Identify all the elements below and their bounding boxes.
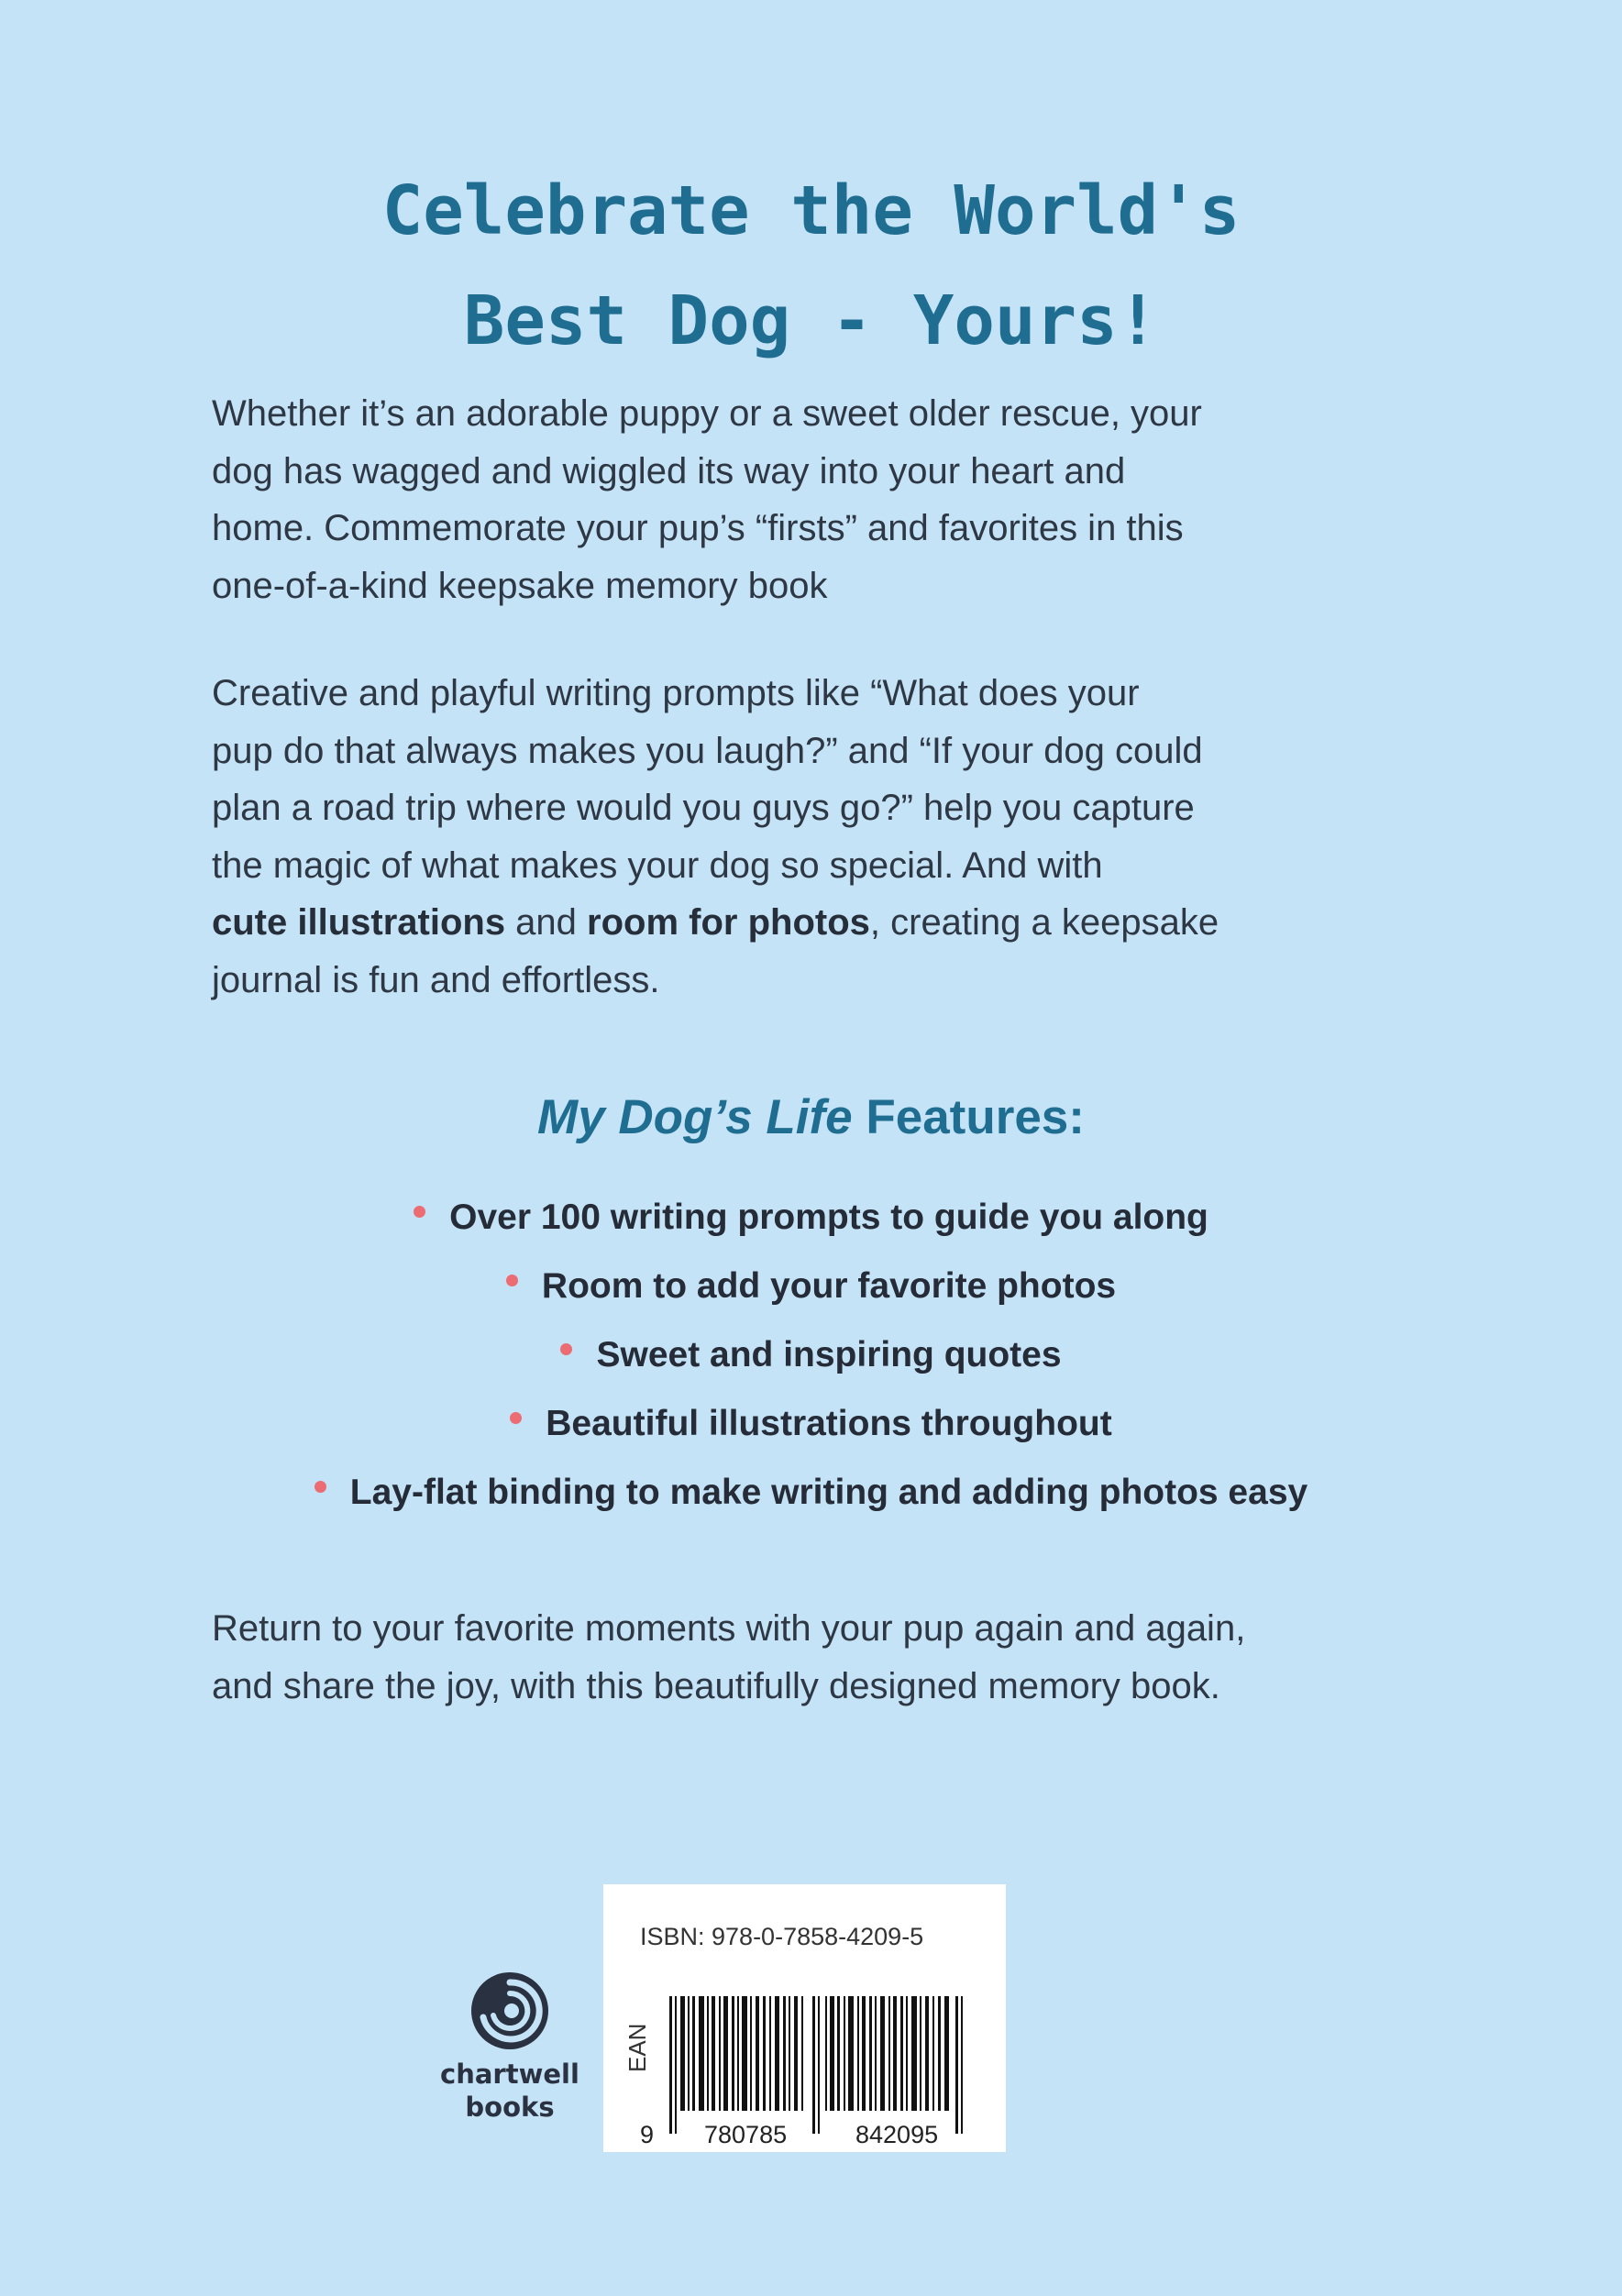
headline-line-1: Celebrate the World's (381, 171, 1241, 250)
isbn-text: ISBN: 978-0-7858-4209-5 (640, 1923, 924, 1950)
bullet-dot-icon (510, 1412, 522, 1424)
closing-paragraph (212, 1600, 1404, 1715)
list-item (0, 1389, 1622, 1458)
features-heading-rest: Features: (852, 1090, 1085, 1144)
prompts-line: plan a road trip where would you guys go?” help you capture (212, 788, 1195, 828)
headline-line-2: Best Dog - Yours! (463, 281, 1159, 360)
bullet-dot-icon (414, 1206, 425, 1218)
closing-line: and share the joy, with this beautifully designed memory book. (212, 1665, 1220, 1706)
barcode-digit-first: 9 (640, 2121, 655, 2148)
feature-text: Beautiful illustrations throughout (546, 1404, 1112, 1443)
prompts-and: and (505, 902, 588, 943)
prompts-line: journal is fun and effortless. (212, 959, 660, 1000)
list-item (0, 1458, 1622, 1527)
barcode-digit-group-2: 842095 (855, 2121, 939, 2148)
list-item (0, 1183, 1622, 1252)
book-title: My Dog’s Life (537, 1090, 853, 1144)
bullet-dot-icon (314, 1481, 326, 1493)
intro-paragraph (212, 385, 1404, 614)
intro-line: Whether it’s an adorable puppy or a sweet older rescue, your (212, 393, 1202, 434)
bullet-dot-icon (506, 1275, 518, 1286)
ean-label: EAN (623, 2023, 651, 2072)
features-list (0, 1183, 1622, 1527)
prompts-line: the magic of what makes your dog so special. And with (212, 844, 1103, 886)
publisher-logo (438, 1971, 581, 2124)
bullet-dot-icon (560, 1343, 572, 1355)
closing-line: Return to your favorite moments with your pup again and again, (212, 1608, 1246, 1649)
barcode-digit-group-1: 780785 (704, 2121, 788, 2148)
prompts-line: , creating a keepsake (869, 902, 1219, 943)
publisher-name-line-1: chartwell (440, 2059, 579, 2090)
prompts-line: Creative and playful writing prompts like “What does your (212, 673, 1140, 713)
barcode-panel (603, 1884, 1006, 2152)
bold-phrase-photos: room for photos (587, 902, 870, 943)
prompts-line: pup do that always makes you laugh?” and “If your dog could (212, 730, 1203, 771)
feature-text: Room to add your favorite photos (541, 1266, 1117, 1306)
intro-line: dog has wagged and wiggled its way into your heart and (212, 450, 1126, 491)
bold-phrase-illustrations: cute illustrations (212, 902, 506, 943)
prompts-paragraph (212, 665, 1404, 1009)
headline (0, 156, 1622, 376)
feature-text: Sweet and inspiring quotes (596, 1335, 1062, 1374)
list-item (0, 1252, 1622, 1320)
barcode-icon (668, 1996, 970, 2134)
feature-text: Over 100 writing prompts to guide you along (449, 1198, 1208, 1237)
intro-line: one-of-a-kind keepsake memory book (212, 565, 828, 606)
feature-text: Lay-flat binding to make writing and adding photos easy (349, 1473, 1308, 1512)
intro-line: home. Commemorate your pup’s “firsts” and favorites in this (212, 508, 1184, 548)
list-item (0, 1320, 1622, 1389)
swirl-logo-icon (470, 1971, 549, 2050)
features-heading (0, 1089, 1622, 1145)
publisher-name-line-2: books (465, 2092, 555, 2123)
